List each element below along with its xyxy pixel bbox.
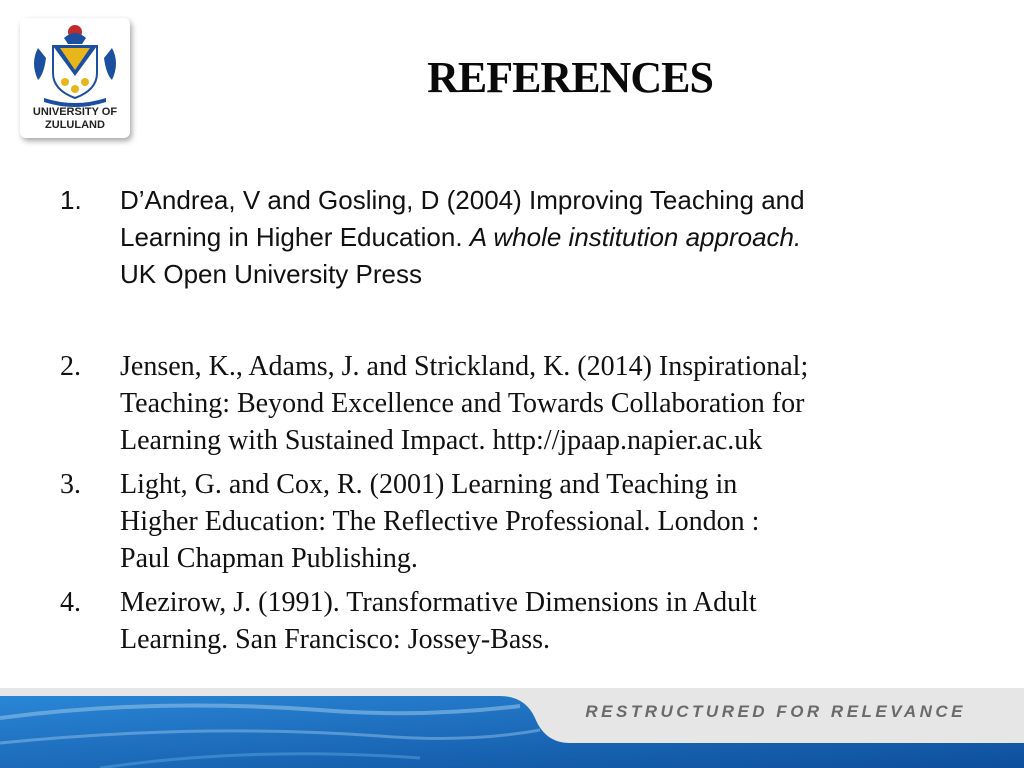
slide-title: REFERENCES (427, 53, 713, 102)
reference-line: Paul Chapman Publishing. (120, 543, 418, 574)
reference-text (120, 584, 980, 658)
reference-number: 2. (60, 351, 81, 382)
reference-line: D’Andrea, V and Gosling, D (2004) Improving Teaching and (120, 185, 805, 215)
footer-wave-graphic (0, 688, 1024, 768)
reference-text (120, 182, 980, 293)
logo-text-line2: ZULULAND (45, 119, 105, 131)
reference-line: Higher Education: The Reflective Professional. London : (120, 506, 760, 537)
reference-line: Jensen, K., Adams, J. and Strickland, K. (2014) Inspirational; (120, 351, 809, 382)
reference-number: 4. (60, 587, 81, 618)
reference-line: UK Open University Press (120, 259, 422, 289)
reference-line: Light, G. and Cox, R. (2001) Learning and Teaching in (120, 469, 738, 500)
reference-line (120, 219, 980, 256)
reference-text (120, 348, 980, 459)
reference-number: 1. (60, 185, 82, 215)
reference-line: Learning with Sustained Impact. http://jpaap.napier.ac.uk (120, 425, 763, 456)
reference-line: Mezirow, J. (1991). Transformative Dimensions in Adult (120, 587, 757, 618)
reference-text-italic: A whole institution approach. (469, 222, 802, 252)
footer-band (0, 688, 1024, 768)
footer-slogan: RESTRUCTURED FOR RELEVANCE (585, 702, 966, 721)
logo-text (20, 106, 130, 132)
reference-line: Teaching: Beyond Excellence and Towards Collaboration for (120, 388, 805, 419)
coat-of-arms-icon (20, 18, 130, 108)
logo-text-line1: UNIVERSITY OF (32, 106, 118, 118)
reference-number: 3. (60, 469, 81, 500)
reference-line: Learning. San Francisco: Jossey-Bass. (120, 624, 551, 655)
reference-text-plain: Learning in Higher Education. (120, 222, 470, 252)
reference-text (120, 466, 980, 577)
university-logo (20, 18, 130, 138)
